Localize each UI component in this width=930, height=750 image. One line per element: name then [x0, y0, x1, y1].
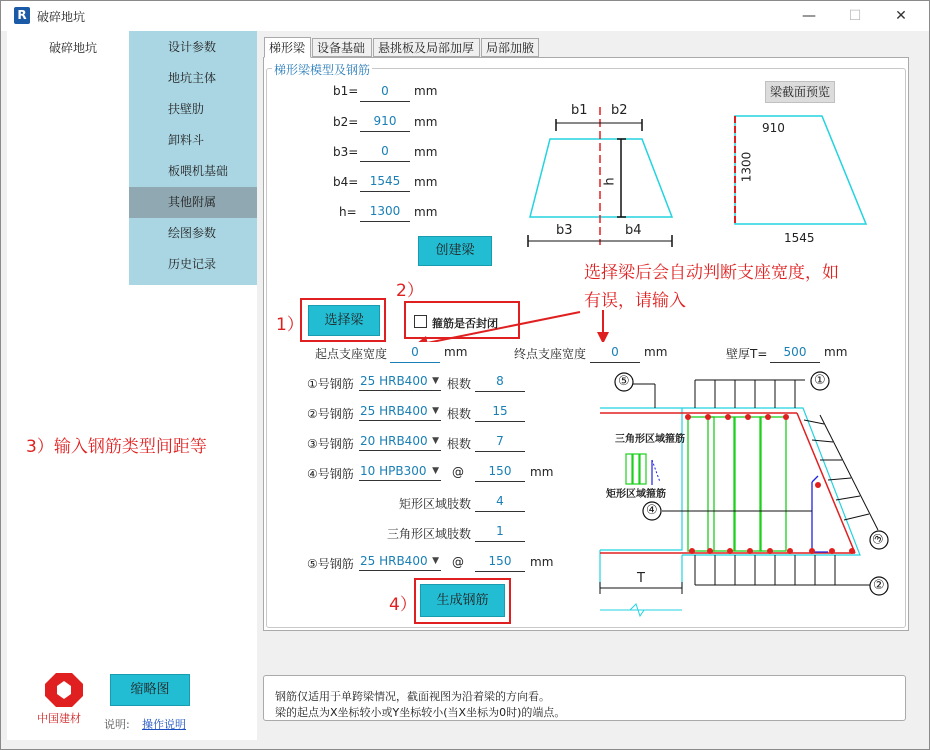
end-support-unit: mm	[644, 345, 668, 359]
generate-rebar-button[interactable]: 生成钢筋	[420, 584, 505, 617]
dim-unit: mm	[414, 205, 438, 219]
sidebar-sub-menu	[129, 31, 257, 285]
marker-1: ①	[814, 373, 826, 388]
dim-input-b3[interactable]: 0	[360, 141, 410, 162]
dim-unit: mm	[414, 145, 438, 159]
operation-help-link[interactable]: 操作说明	[142, 718, 186, 731]
wall-thickness-label: 壁厚T=	[726, 347, 768, 361]
annotation-step3: 3）输入钢筋类型间距等	[26, 437, 207, 457]
thumbnail-button[interactable]: 缩略图	[110, 674, 190, 706]
wall-thickness-unit: mm	[824, 345, 848, 359]
end-support-label: 终点支座宽度	[514, 347, 587, 361]
sidebar-item-history[interactable]: 历史记录	[168, 257, 217, 271]
annotation-hint-line2: 有误，请输入	[584, 291, 686, 311]
rebar3-type-select[interactable]	[359, 431, 441, 451]
rebar4-label: ④号钢筋	[307, 467, 354, 481]
rect-stirrup-label: 矩形区域箍筋	[606, 489, 666, 500]
maximize-button[interactable]: ☐	[848, 8, 862, 24]
minimize-button[interactable]: —	[802, 8, 816, 24]
tri-stirrup-label: 三角形区域箍筋	[615, 434, 685, 445]
sketch-label-b4: b4	[625, 223, 642, 238]
rebar3-count-input[interactable]: 7	[475, 431, 525, 452]
sidebar-item-hopper[interactable]: 卸料斗	[168, 133, 205, 147]
preview-bottom-width: 1545	[784, 231, 815, 245]
rebar1-label: ①号钢筋	[307, 377, 354, 391]
preview-top-width: 910	[762, 121, 785, 135]
annotation-step4: 4）	[389, 595, 417, 615]
dim-unit: mm	[414, 175, 438, 189]
select-beam-button[interactable]: 选择梁	[308, 305, 380, 336]
close-button[interactable]: ✕	[895, 8, 907, 24]
end-support-input[interactable]: 0	[590, 342, 640, 363]
dim-label-b4: b4=	[333, 175, 359, 189]
dim-label-b1: b1=	[333, 84, 359, 98]
sketch-label-h: h	[602, 177, 618, 186]
start-support-input[interactable]: 0	[390, 342, 440, 363]
marker-5: ⑤	[618, 374, 630, 389]
sidebar-item-feeder-foundation[interactable]: 板喂机基础	[168, 164, 229, 178]
rebar4-param-label: @	[452, 465, 464, 479]
dim-unit: mm	[414, 84, 438, 98]
tab-equipment-foundation[interactable]: 设备基础	[312, 38, 372, 57]
rect-legs-label: 矩形区域肢数	[399, 497, 472, 511]
sidebar	[7, 31, 257, 285]
rebar5-type-select[interactable]	[359, 551, 441, 571]
stirrup-closed-checkbox[interactable]	[414, 315, 427, 328]
title-bar	[1, 1, 929, 31]
annotation-hint-line1: 选择梁后会自动判断支座宽度，如	[584, 263, 839, 283]
start-support-label: 起点支座宽度	[315, 347, 388, 361]
rebar3-type-value: 20 HRB400	[360, 434, 428, 448]
rebar2-type-value: 25 HRB400	[360, 404, 428, 418]
help-label: 说明:	[104, 718, 130, 731]
sidebar-item-pit-body[interactable]: 地坑主体	[168, 71, 217, 85]
sketch-label-b2: b2	[611, 103, 628, 118]
sketch-label-b3: b3	[556, 223, 573, 238]
start-support-unit: mm	[444, 345, 468, 359]
sidebar-main-item[interactable]: 破碎地坑	[49, 41, 98, 55]
sidebar-item-buttress[interactable]: 扶壁肋	[168, 102, 205, 116]
rebar5-label: ⑤号钢筋	[307, 557, 354, 571]
rebar2-label: ②号钢筋	[307, 407, 354, 421]
logo-text: 中国建材	[37, 712, 81, 725]
chevron-down-icon: ▼	[432, 466, 439, 476]
app-icon: R	[14, 7, 30, 24]
company-logo-icon	[44, 672, 84, 708]
rebar3-param-label: 根数	[447, 437, 472, 451]
tab-local-haunch[interactable]: 局部加腋	[481, 38, 539, 57]
rebar5-param-label: @	[452, 555, 464, 569]
chevron-down-icon: ▼	[432, 406, 439, 416]
wall-mark-t: T	[637, 571, 645, 586]
sketch-label-b1: b1	[571, 103, 588, 118]
rebar5-spacing-input[interactable]: 150	[475, 551, 525, 572]
rebar1-count-input[interactable]: 8	[475, 371, 525, 392]
rebar4-spacing-input[interactable]: 150	[475, 461, 525, 482]
dim-input-b4[interactable]: 1545	[360, 171, 410, 192]
dim-input-b2[interactable]: 910	[360, 111, 410, 132]
annotation-step2: 2）	[396, 281, 424, 301]
rebar1-type-value: 25 HRB400	[360, 374, 428, 388]
dim-label-b3: b3=	[333, 145, 359, 159]
sidebar-item-drawing-params[interactable]: 绘图参数	[168, 226, 217, 240]
trapezoid-sketch	[520, 95, 680, 250]
rebar5-unit: mm	[530, 555, 554, 569]
chevron-down-icon: ▼	[432, 436, 439, 446]
preview-height: 1300	[739, 151, 754, 183]
chevron-down-icon: ▼	[432, 556, 439, 566]
tab-cantilever-slab[interactable]: 悬挑板及局部加厚	[373, 38, 480, 57]
sidebar-item-design-params[interactable]: 设计参数	[168, 40, 217, 54]
group-title: 梯形梁模型及钢筋	[274, 63, 371, 77]
rebar4-unit: mm	[530, 465, 554, 479]
tri-legs-label: 三角形区域肢数	[387, 527, 472, 541]
dim-input-h[interactable]: 1300	[360, 201, 410, 222]
wall-thickness-input[interactable]: 500	[770, 342, 820, 363]
rebar3-label: ③号钢筋	[307, 437, 354, 451]
rebar5-type-value: 25 HRB400	[360, 554, 428, 568]
dim-label-h: h=	[339, 205, 357, 219]
marker-3: ③	[869, 530, 889, 549]
rebar4-type-select[interactable]	[359, 461, 441, 481]
dim-input-b1[interactable]: 0	[360, 81, 410, 102]
rebar2-count-input[interactable]: 15	[475, 401, 525, 422]
rebar2-type-select[interactable]	[359, 401, 441, 421]
rect-legs-input[interactable]: 4	[475, 491, 525, 512]
rebar4-type-value: 10 HPB300	[360, 464, 427, 478]
marker-2: ②	[873, 578, 885, 593]
tri-legs-input[interactable]: 1	[475, 521, 525, 542]
chevron-down-icon: ▼	[432, 376, 439, 386]
rebar1-param-label: 根数	[447, 377, 472, 391]
rebar1-type-select[interactable]	[359, 371, 441, 391]
create-beam-button[interactable]: 创建梁	[418, 236, 492, 266]
sidebar-main	[7, 31, 129, 285]
sidebar-item-other[interactable]: 其他附属	[129, 187, 257, 218]
window-title: 破碎地坑	[37, 10, 86, 24]
annotation-step1: 1）	[276, 315, 304, 335]
note-line-2: 梁的起点为X坐标较小或Y坐标较小(当X坐标为0时)的端点。	[275, 706, 566, 719]
rebar2-param-label: 根数	[447, 407, 472, 421]
note-line-1: 钢筋仅适用于单跨梁情况，截面视图为沿着梁的方向看。	[275, 690, 550, 703]
stirrup-closed-label: 箍筋是否封闭	[432, 317, 498, 330]
dim-label-b2: b2=	[333, 115, 359, 129]
beam-section-preview-button[interactable]: 梁截面预览	[765, 81, 835, 103]
tab-trapezoid-beam[interactable]: 梯形梁	[264, 37, 311, 58]
marker-4: ④	[646, 503, 658, 518]
dim-unit: mm	[414, 115, 438, 129]
